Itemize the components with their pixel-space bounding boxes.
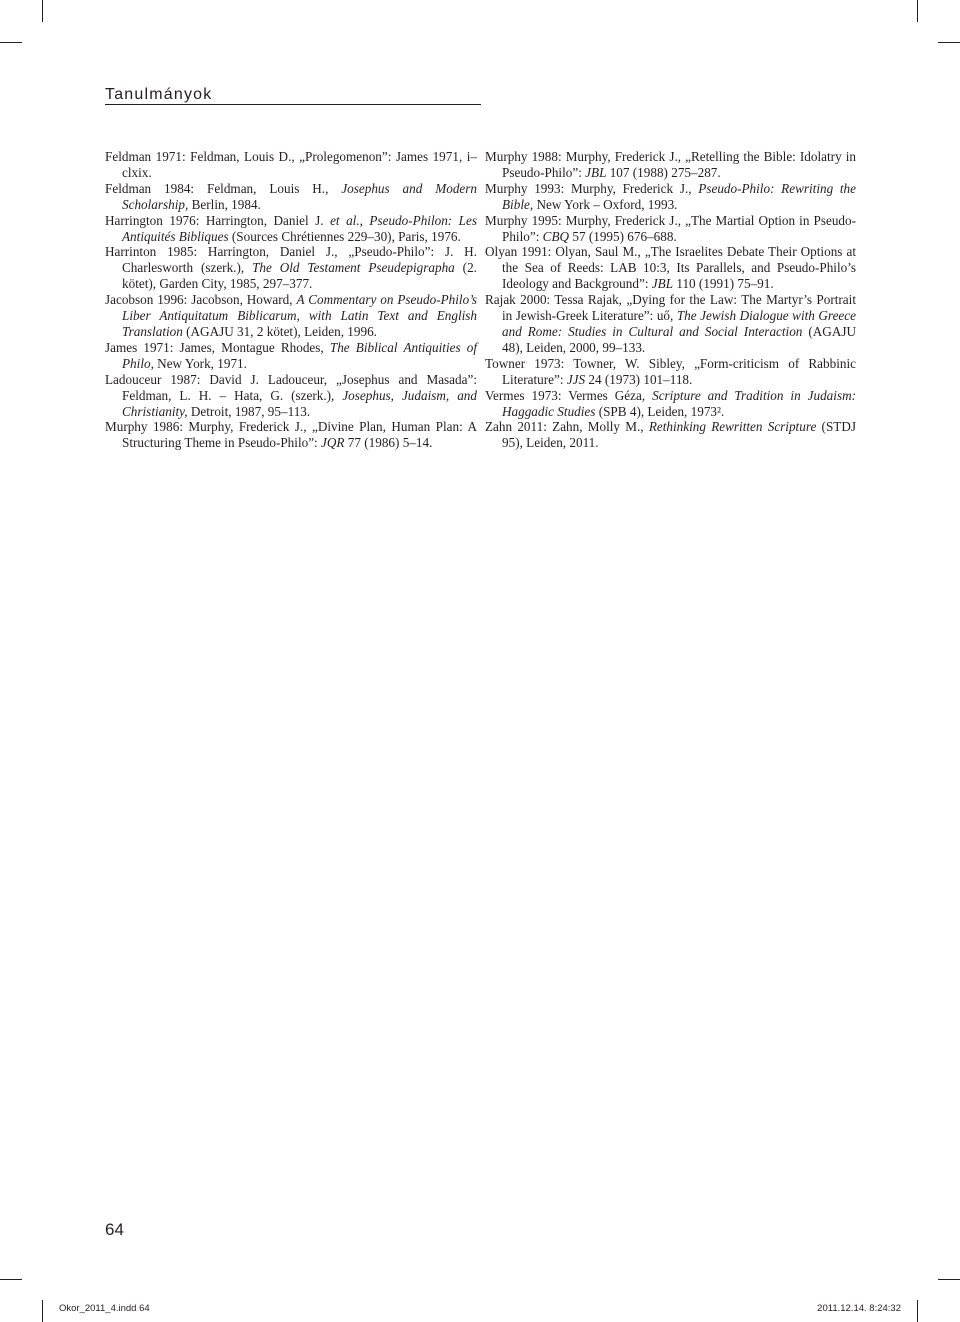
entry-title-italic: The Biblical Antiquities of Philo, (122, 339, 477, 371)
bibliography-entry (485, 149, 856, 181)
entry-text: Jacobson 1996: Jacobson, Howard, (105, 292, 297, 308)
entry-title-italic: The Old Testament Pseudepigrapha (252, 260, 455, 276)
entry-text: Ladouceur 1987: David J. Ladouceur, „Josephus and Masada”: Feldman, L. H. – Hata, G. (szerk.), (105, 371, 477, 403)
bibliography-left-column (105, 149, 477, 451)
entry-text: Olyan 1991: Olyan, Saul M., „The Israelites Debate Their Options at the Sea of Reeds: LAB 10:3, Its Parallels, and Pseudo-Philo’s Ideology and Background”: (485, 244, 856, 292)
entry-title-italic: Rethinking Rewritten Scripture (648, 419, 817, 435)
entry-text: Murphy 1986: Murphy, Frederick J., „Divine Plan, Human Plan: A Structuring Theme in Pseudo-Philo”: (105, 419, 477, 451)
bibliography-entry (485, 292, 856, 356)
entry-text: 77 (1986) 5–14. (344, 435, 433, 451)
entry-text: Murphy 1995: Murphy, Frederick J., „The Martial Option in Pseudo-Philo”: (485, 212, 856, 244)
crop-mark-top-left-vertical (42, 0, 43, 22)
bibliography-entry (485, 419, 856, 451)
entry-title-italic: A Commentary on Pseudo-Philo’s Liber Antiquitatum Biblicarum, with Latin Text and English Translation (122, 292, 477, 339)
entry-text: Murphy 1993: Murphy, Frederick J., (485, 180, 699, 196)
entry-title-italic: JQR (321, 435, 345, 451)
entry-text: James 1971: James, Montague Rhodes, (105, 339, 330, 355)
bibliography-entry (105, 181, 477, 213)
bibliography-entry (485, 181, 856, 213)
entry-text: Rajak 2000: Tessa Rajak, „Dying for the Law: The Martyr’s Portrait in Jewish-Greek Literature”: uő, (485, 292, 856, 324)
header-rule (105, 104, 481, 105)
entry-text: (Sources Chrétiennes 229–30), Paris, 1976. (228, 228, 461, 244)
entry-text: , (359, 212, 370, 228)
entry-text: 24 (1973) 101–118. (585, 371, 693, 387)
entry-text: Feldman 1984: Feldman, Louis H., (105, 180, 342, 196)
entry-title-italic: CBQ (542, 228, 570, 244)
crop-mark-top-left-horizontal (0, 42, 22, 43)
bibliography-entry (485, 244, 856, 292)
entry-text: New York, 1971. (153, 355, 247, 371)
entry-text: (AGAJU 31, 2 kötet), Leiden, 1996. (182, 323, 377, 339)
page-number: 64 (105, 1220, 124, 1239)
entry-title-italic: Josephus and Modern Scholarship, (122, 180, 477, 212)
entry-title-italic: et al. (330, 212, 360, 228)
entry-text: Detroit, 1987, 95–113. (187, 403, 311, 419)
bibliography-entry (105, 149, 477, 181)
crop-mark-bottom-left-horizontal (0, 1279, 22, 1280)
bibliography-entry (485, 356, 856, 388)
entry-text: 107 (1988) 275–287. (606, 164, 721, 180)
entry-text: Murphy 1988: Murphy, Frederick J., „Retelling the Bible: Idolatry in Pseudo-Philo”: (485, 149, 856, 180)
entry-text: (AGAJU 48), Leiden, 2000, 99–133. (502, 323, 856, 355)
entry-title-italic: JJS (566, 371, 586, 387)
entry-text: Towner 1973: Towner, W. Sibley, „Form-criticism of Rabbinic Literature”: (485, 355, 856, 387)
entry-text: (2. kötet), Garden City, 1985, 297–377. (122, 260, 477, 292)
entry-title-italic: Pseudo-Philon: Les Antiquités Bibliques (122, 212, 477, 244)
crop-mark-top-right-vertical (917, 0, 918, 22)
entry-text: 110 (1991) 75–91. (673, 276, 774, 292)
crop-mark-bottom-left-vertical (42, 1300, 43, 1322)
entry-text: Berlin, 1984. (188, 196, 261, 212)
bibliography-entry (485, 388, 856, 420)
bibliography-entry (105, 340, 477, 372)
entry-text: Feldman 1971: Feldman, Louis D., „Prolegomenon”: James 1971, i– clxix. (105, 149, 477, 180)
crop-mark-top-right-horizontal (938, 42, 960, 43)
running-header: Tanulmányok (105, 86, 213, 103)
bibliography-entry (105, 213, 477, 245)
bibliography-entry (105, 292, 477, 340)
bibliography-right-column (485, 149, 856, 451)
entry-text: New York – Oxford, 1993. (533, 196, 678, 212)
entry-title-italic: JBL (585, 164, 607, 180)
entry-title-italic: JBL (651, 276, 674, 292)
entry-text: Zahn 2011: Zahn, Molly M., (485, 419, 649, 435)
entry-title-italic: Pseudo-Philo: Rewriting the Bible, (502, 180, 857, 212)
entry-text: (STDJ 95), Leiden, 2011. (502, 419, 856, 451)
slug-timestamp: 2011.12.14. 8:24:32 (817, 1303, 901, 1314)
entry-text: Harrinton 1985: Harrington, Daniel J., „Pseudo-Philo”: J. H. Charlesworth (szerk.), (105, 244, 477, 276)
entry-text: Vermes 1973: Vermes Géza, (485, 387, 653, 403)
entry-title-italic: The Jewish Dialogue with Greece and Rome: Studies in Cultural and Social Interaction (502, 308, 856, 339)
entry-text: 57 (1995) 676–688. (569, 228, 677, 244)
bibliography-entry (105, 372, 477, 420)
entry-title-italic: Josephus, Judaism, and Christianity, (122, 387, 477, 419)
entry-title-italic: Scripture and Tradition in Judaism: Haggadic Studies (502, 387, 856, 419)
bibliography-entry (485, 213, 856, 245)
crop-mark-bottom-right-vertical (917, 1300, 918, 1322)
crop-mark-bottom-right-horizontal (938, 1279, 960, 1280)
entry-text: Harrington 1976: Harrington, Daniel J. (105, 212, 331, 228)
entry-text: (SPB 4), Leiden, 1973². (595, 403, 725, 419)
bibliography-entry (105, 419, 477, 451)
slug-file: Okor_2011_4.indd 64 (59, 1303, 150, 1314)
bibliography-entry (105, 244, 477, 292)
